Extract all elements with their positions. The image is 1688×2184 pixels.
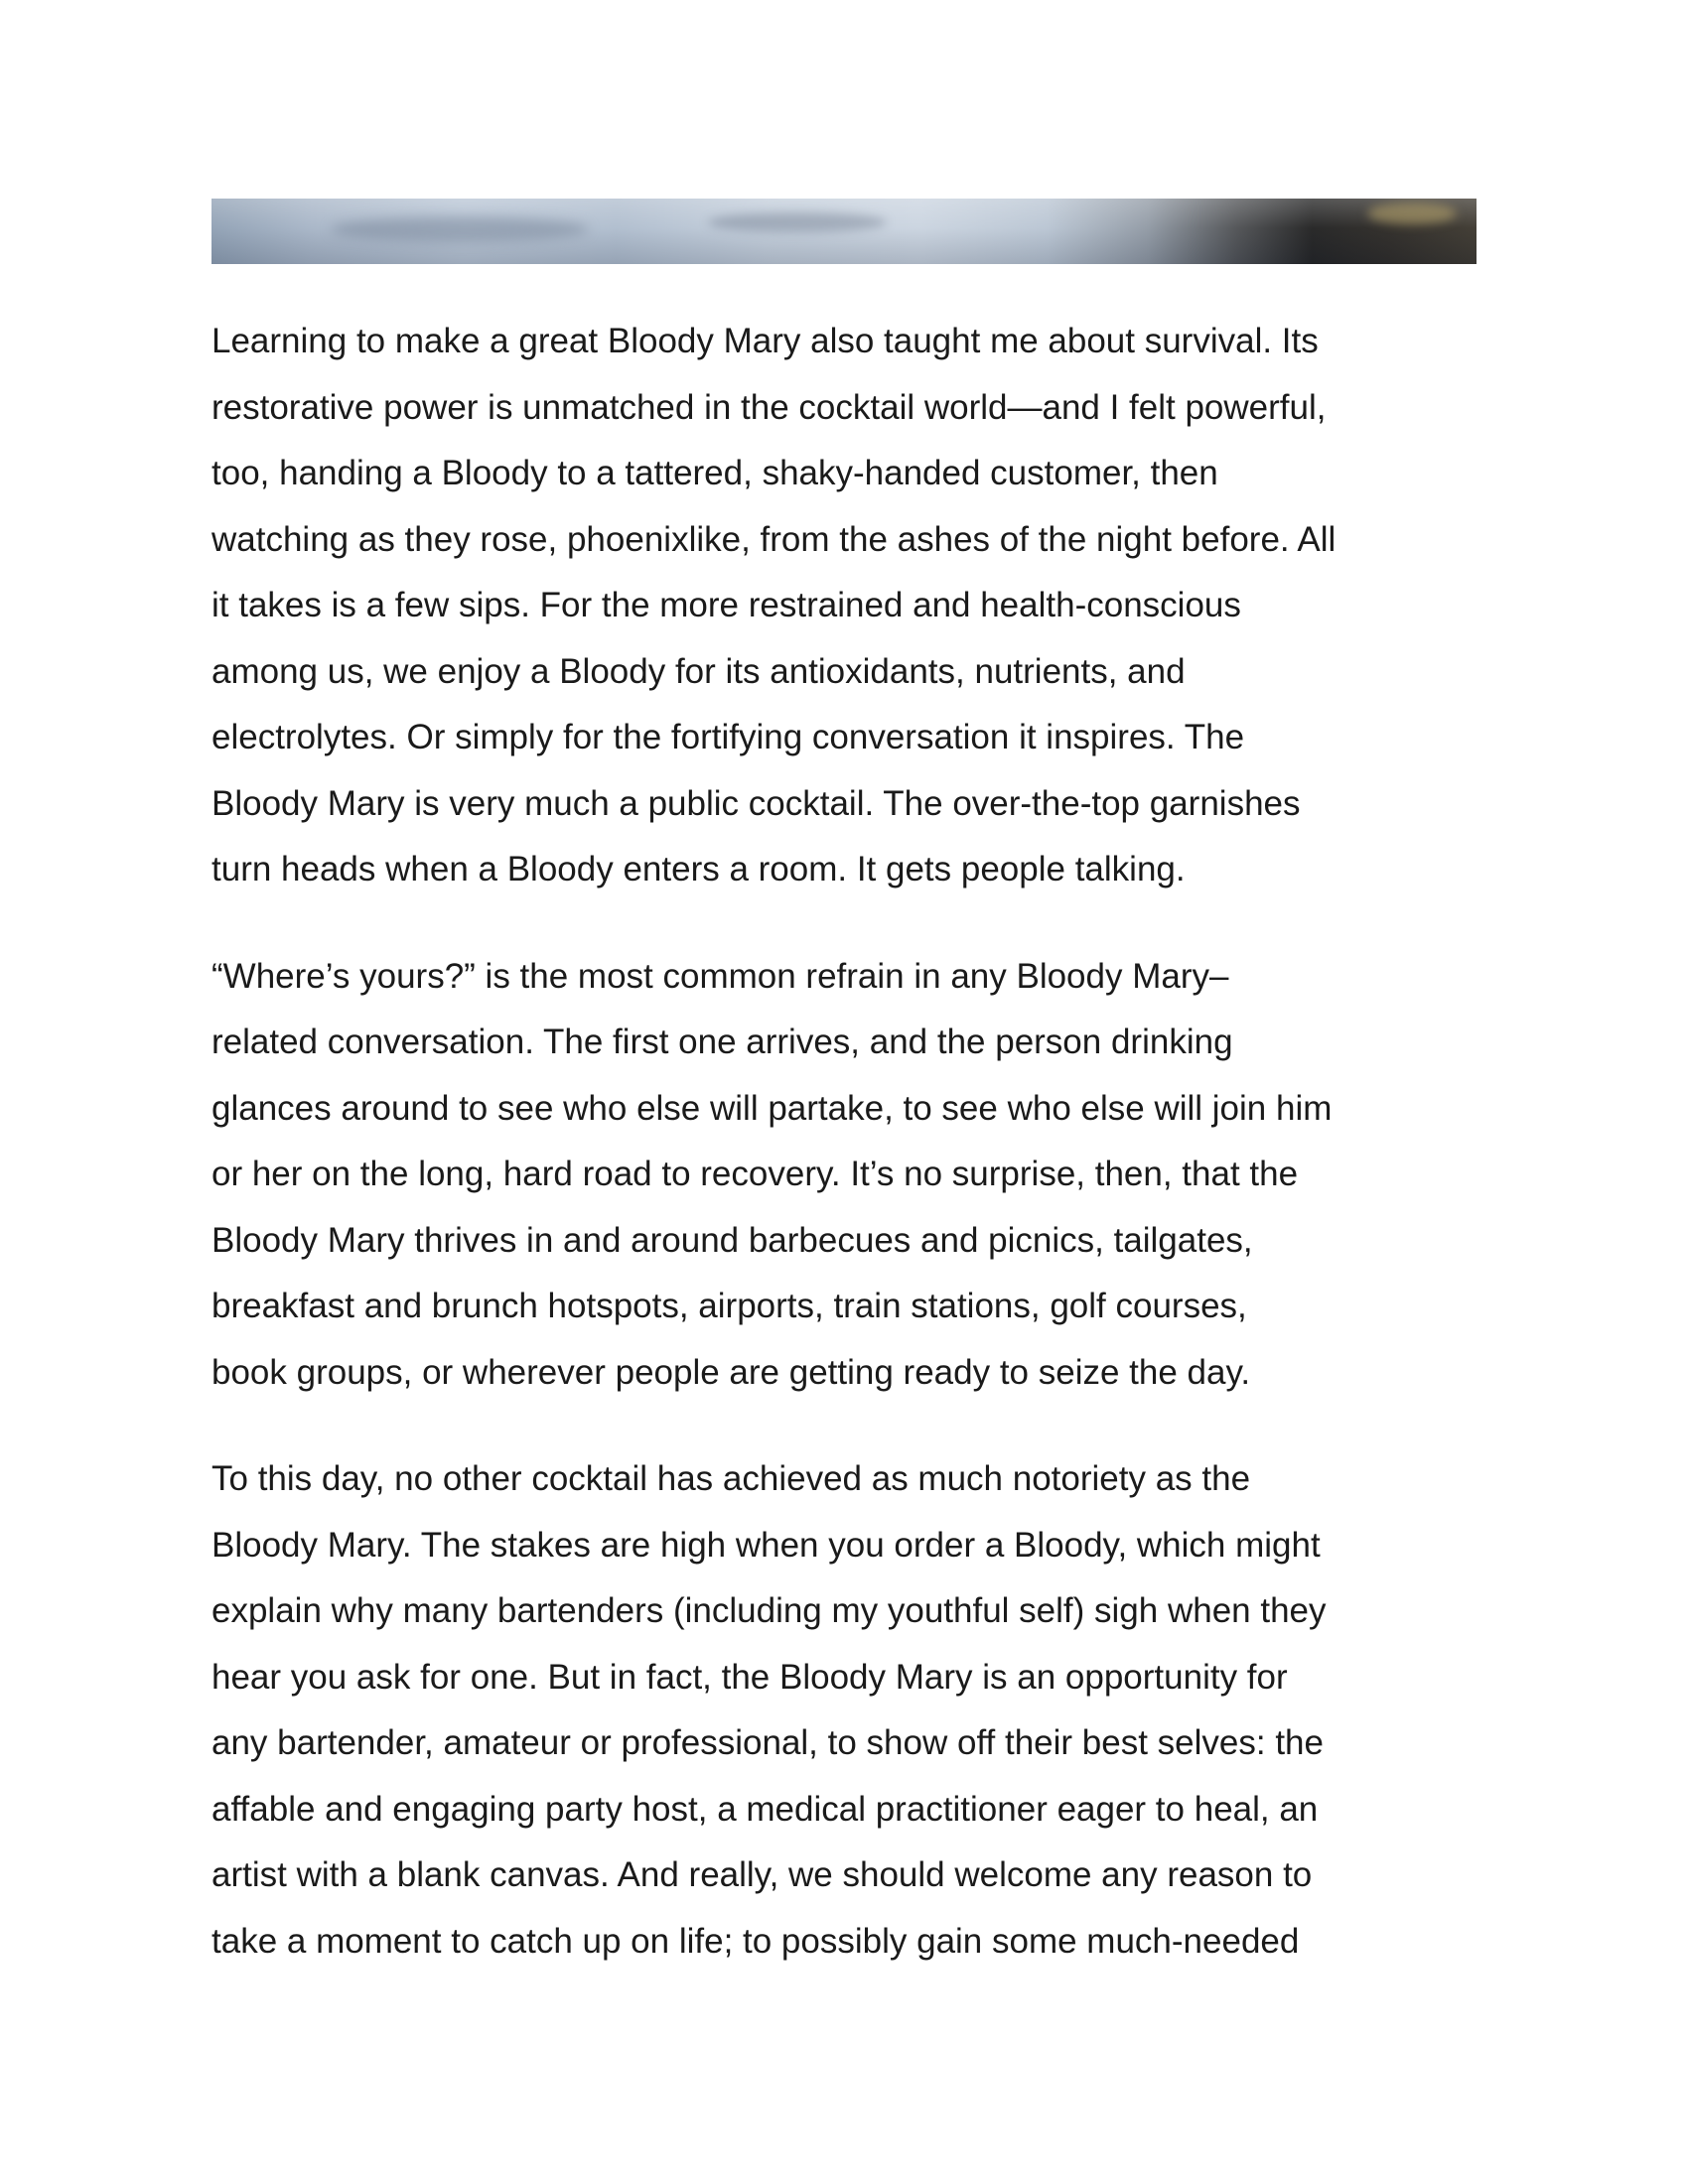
text-line: affable and engaging party host, a medical practitioner eager to heal, an <box>211 1789 1319 1829</box>
text-line: Bloody Mary is very much a public cocktail. The over-the-top garnishes <box>211 783 1301 823</box>
paragraph-1 <box>211 309 1492 903</box>
text-line: restorative power is unmatched in the cocktail world—and I felt powerful, <box>211 387 1327 427</box>
text-line: Bloody Mary. The stakes are high when you order a Bloody, which might <box>211 1525 1321 1565</box>
text-line: “Where’s yours?” is the most common refrain in any Bloody Mary– <box>211 956 1229 996</box>
text-line: Learning to make a great Bloody Mary also taught me about survival. Its <box>211 322 1319 360</box>
text-line: any bartender, amateur or professional, to show off their best selves: the <box>211 1723 1324 1762</box>
text-line: artist with a blank canvas. And really, we should welcome any reason to <box>211 1855 1313 1894</box>
header-photo-strip <box>211 199 1477 264</box>
text-line: book groups, or wherever people are getting ready to seize the day. <box>211 1352 1251 1392</box>
text-line: take a moment to catch up on life; to possibly gain some much-needed <box>211 1921 1300 1961</box>
text-line: hear you ask for one. But in fact, the Bloody Mary is an opportunity for <box>211 1657 1288 1697</box>
paragraph-3 <box>211 1446 1492 1975</box>
photo-detail-left <box>331 216 589 242</box>
text-line: electrolytes. Or simply for the fortifying conversation it inspires. The <box>211 718 1245 756</box>
text-line: watching as they rose, phoenixlike, from the ashes of the night before. All <box>211 519 1336 559</box>
body-text <box>211 309 1492 1975</box>
text-line: or her on the long, hard road to recovery. It’s no surprise, then, that the <box>211 1155 1299 1193</box>
text-line: To this day, no other cocktail has achieved as much notoriety as the <box>211 1459 1251 1498</box>
text-line: Bloody Mary thrives in and around barbecues and picnics, tailgates, <box>211 1220 1253 1260</box>
text-line: turn heads when a Bloody enters a room. It gets people talking. <box>211 850 1186 888</box>
text-line: related conversation. The first one arrives, and the person drinking <box>211 1023 1233 1061</box>
text-line: explain why many bartenders (including my youthful self) sigh when they <box>211 1591 1327 1630</box>
text-line: it takes is a few sips. For the more restrained and health-conscious <box>211 586 1241 624</box>
photo-detail-center <box>708 212 887 232</box>
photo-detail-right <box>1367 203 1457 224</box>
text-line: breakfast and brunch hotspots, airports, train stations, golf courses, <box>211 1287 1247 1325</box>
text-line: glances around to see who else will partake, to see who else will join him <box>211 1088 1333 1128</box>
paragraph-2 <box>211 944 1492 1407</box>
text-line: too, handing a Bloody to a tattered, shaky-handed customer, then <box>211 454 1218 492</box>
text-line: among us, we enjoy a Bloody for its antioxidants, nutrients, and <box>211 651 1186 691</box>
